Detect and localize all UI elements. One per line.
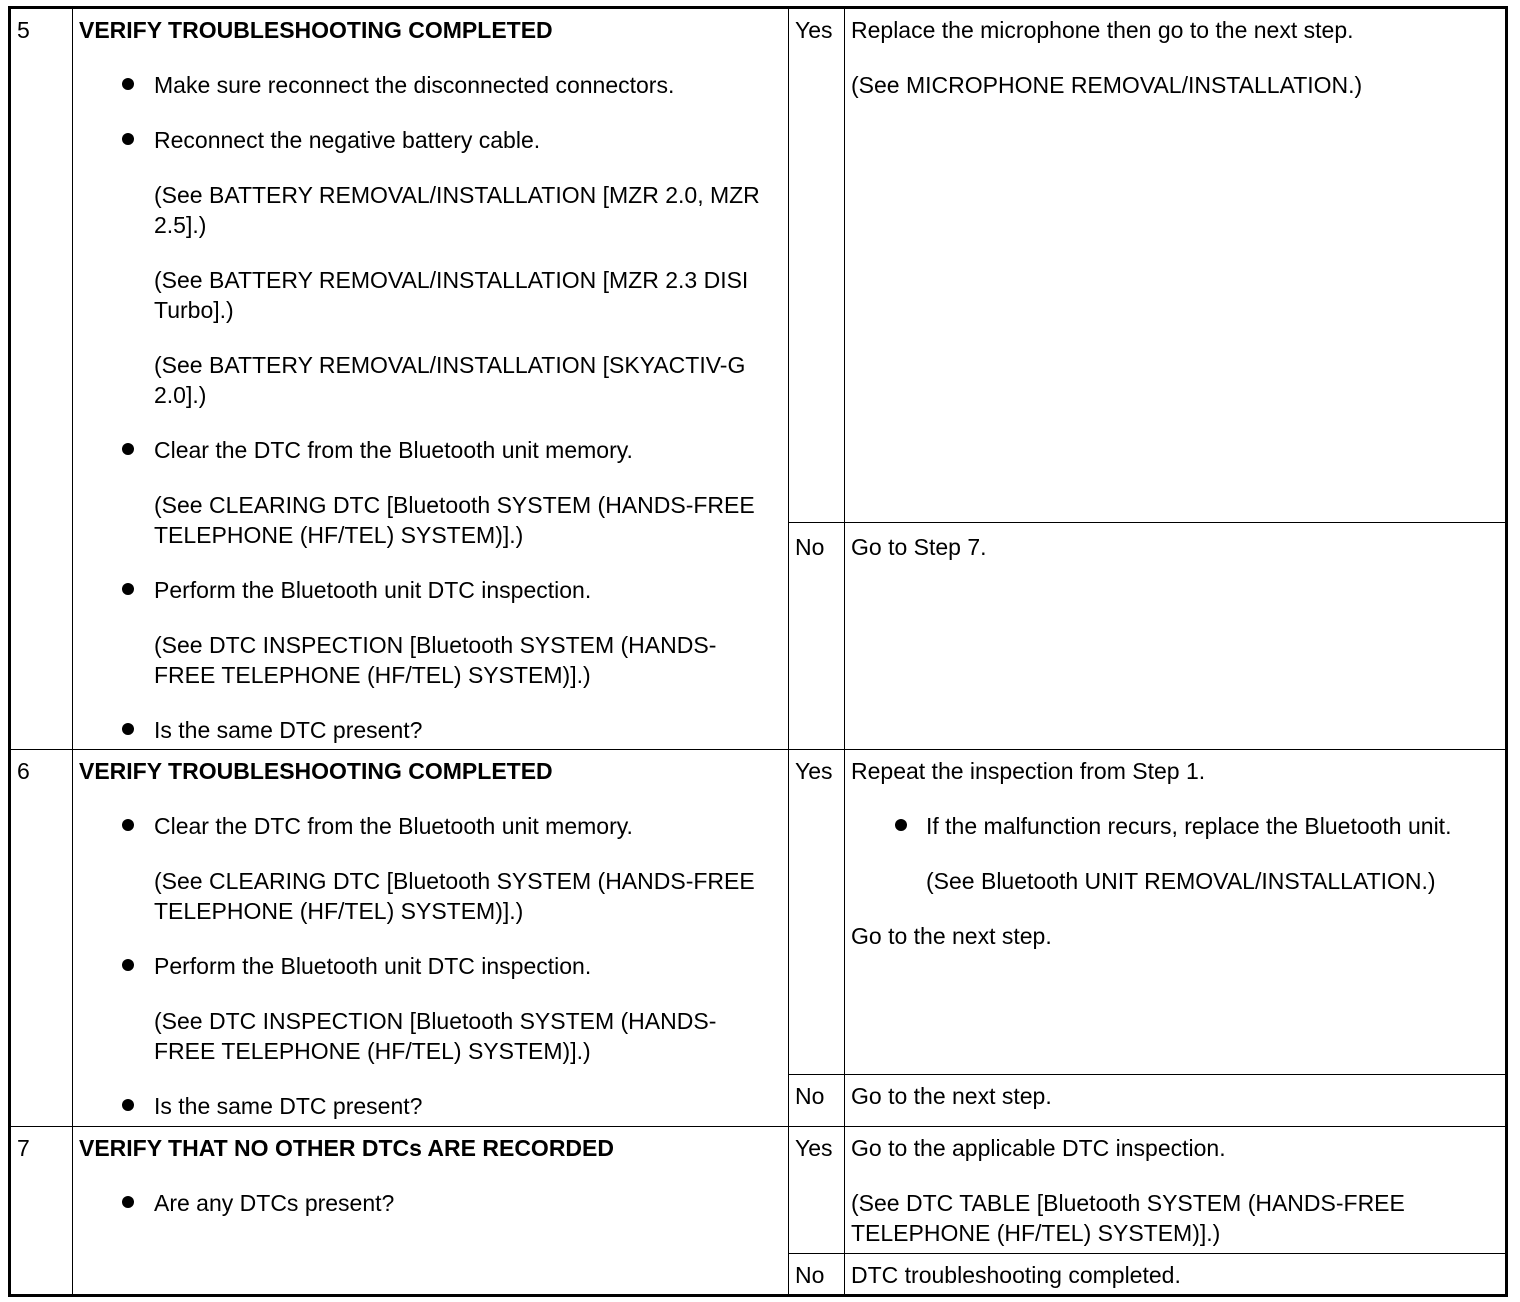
reference-link[interactable]: (See DTC INSPECTION [Bluetooth SYSTEM (HANDS-FREE TELEPHONE (HF/TEL) SYSTEM)].): [154, 1008, 717, 1064]
bullet-item: Perform the Bluetooth unit DTC inspection.: [79, 575, 782, 605]
result-yes: Yes: [789, 1127, 845, 1254]
step-instructions: [73, 8, 789, 750]
step-number: 5: [10, 8, 73, 750]
reference-link[interactable]: (See CLEARING DTC [Bluetooth SYSTEM (HANDS-FREE TELEPHONE (HF/TEL) SYSTEM)].): [154, 492, 755, 548]
action-text: Go to the next step.: [851, 1083, 1052, 1109]
action-yes: [845, 1127, 1507, 1254]
result-no: No: [789, 1254, 845, 1296]
bullet-item: Is the same DTC present?: [79, 1091, 782, 1121]
bullet-item: Reconnect the negative battery cable.: [79, 125, 782, 155]
reference-link[interactable]: (See BATTERY REMOVAL/INSTALLATION [MZR 2.0, MZR 2.5].): [154, 182, 760, 238]
reference-link[interactable]: (See BATTERY REMOVAL/INSTALLATION [MZR 2.3 DISI Turbo].): [154, 267, 749, 323]
result-yes: Yes: [789, 8, 845, 523]
action-text: Go to the next step.: [851, 923, 1052, 949]
result-no: No: [789, 1075, 845, 1127]
action-text: Repeat the inspection from Step 1.: [851, 758, 1206, 784]
step-instructions: [73, 1127, 789, 1296]
action-text: Go to the applicable DTC inspection.: [851, 1135, 1226, 1161]
action-text: Replace the microphone then go to the next step.: [851, 17, 1354, 43]
step-6-row-yes: [10, 750, 1507, 1075]
action-no: [845, 1075, 1507, 1127]
step-number: 7: [10, 1127, 73, 1296]
step-title: VERIFY TROUBLESHOOTING COMPLETED: [79, 758, 553, 784]
bullet-item: Is the same DTC present?: [79, 715, 782, 745]
reference-link[interactable]: (See DTC TABLE [Bluetooth SYSTEM (HANDS-FREE TELEPHONE (HF/TEL) SYSTEM)].): [851, 1190, 1405, 1246]
action-yes: [845, 8, 1507, 523]
step-5-row-yes: [10, 8, 1507, 523]
bullet-item: Are any DTCs present?: [79, 1188, 782, 1218]
bullet-item: Make sure reconnect the disconnected connectors.: [79, 70, 782, 100]
step-number: 6: [10, 750, 73, 1127]
reference-link[interactable]: (See DTC INSPECTION [Bluetooth SYSTEM (HANDS-FREE TELEPHONE (HF/TEL) SYSTEM)].): [154, 632, 717, 688]
result-yes: Yes: [789, 750, 845, 1075]
bullet-item: Perform the Bluetooth unit DTC inspection.: [79, 951, 782, 981]
action-bullet: If the malfunction recurs, replace the Bluetooth unit.: [851, 811, 1499, 841]
action-no: [845, 1254, 1507, 1296]
step-title: VERIFY TROUBLESHOOTING COMPLETED: [79, 17, 553, 43]
reference-link[interactable]: (See Bluetooth UNIT REMOVAL/INSTALLATION.): [926, 868, 1436, 894]
action-text: DTC troubleshooting completed.: [851, 1262, 1181, 1288]
troubleshooting-table: [8, 6, 1508, 1297]
action-text: Go to Step 7.: [851, 534, 987, 560]
step-7-row-yes: [10, 1127, 1507, 1254]
action-yes: [845, 750, 1507, 1075]
bullet-item: Clear the DTC from the Bluetooth unit memory.: [79, 435, 782, 465]
bullet-item: Clear the DTC from the Bluetooth unit memory.: [79, 811, 782, 841]
step-instructions: [73, 750, 789, 1127]
result-no: No: [789, 523, 845, 750]
reference-link[interactable]: (See BATTERY REMOVAL/INSTALLATION [SKYACTIV-G 2.0].): [154, 352, 746, 408]
reference-link[interactable]: (See MICROPHONE REMOVAL/INSTALLATION.): [851, 72, 1363, 98]
reference-link[interactable]: (See CLEARING DTC [Bluetooth SYSTEM (HANDS-FREE TELEPHONE (HF/TEL) SYSTEM)].): [154, 868, 755, 924]
step-title: VERIFY THAT NO OTHER DTCs ARE RECORDED: [79, 1135, 614, 1161]
action-no: [845, 523, 1507, 750]
